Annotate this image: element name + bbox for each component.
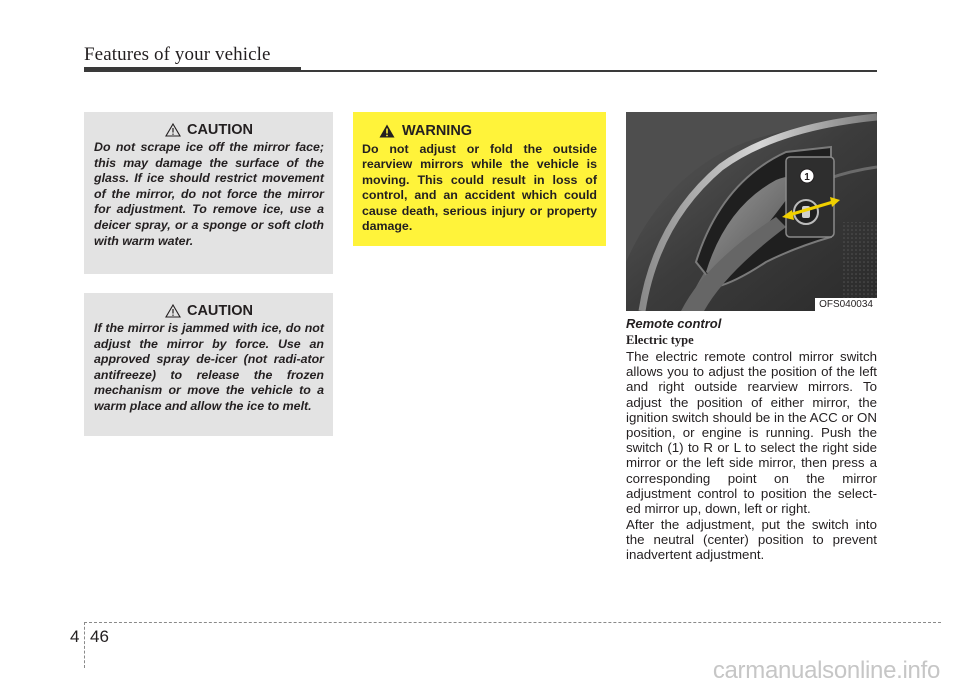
caution-box-jammed-mirror	[84, 293, 333, 436]
warning-box	[353, 112, 606, 246]
caution-text: If the mirror is jammed with ice, do not adjust the mirror by force. Use an approved spray de-icer (not radi-ator antifreeze) to release the frozen mechanism or move the vehicle to a warm place and allow the ice to melt.	[94, 321, 324, 413]
section-title: Remote control	[626, 316, 722, 331]
figure-code: OFS040034	[815, 298, 877, 311]
footer-divider	[84, 622, 85, 668]
chapter-number: 4	[70, 627, 80, 646]
caution-heading: CAUTION	[186, 303, 254, 319]
caution-text: Do not scrape ice off the mirror face; this may damage the surface of the glass. If ice should restrict movement of the mirror, do not force the mirror for adjustment. To remove ice, use a deicer spray, or a sponge or soft cloth with warm water.	[94, 140, 324, 248]
caution-triangle-icon	[165, 304, 181, 318]
header-title: Features of your vehicle	[84, 44, 271, 65]
warning-text: Do not adjust or fold the outside rearview mirrors while the vehicle is moving. This could result in loss of control, and an accident which could cause death, serious injury or property damage.	[362, 142, 597, 234]
caution-box-ice-scrape	[84, 112, 333, 274]
door-panel-illustration	[626, 112, 877, 311]
watermark: carmanualsonline.info	[712, 657, 940, 684]
caution-heading: CAUTION	[186, 122, 254, 138]
body-paragraph: The electric remote control mirror switch allows you to adjust the position of the left and right outside rearview mirrors. To adjust the position of either mirror, the ignition switch should be in the ACC or ON position, or engine is running. Push the switch (1) to R or L to select the right side mirror or the left side mirror, then press a corresponding point on the mirror adjustment control to position the select-ed mirror up, down, left or right.	[626, 349, 877, 517]
warning-heading: WARNING	[402, 123, 473, 139]
warning-heading-row	[362, 123, 597, 139]
sub-heading: Electric type	[626, 333, 694, 347]
warning-triangle-icon	[379, 124, 395, 138]
footer-rule	[84, 622, 941, 623]
body-paragraph: After the adjustment, put the switch into the neutral (center) position to prevent inadvertent adjustment.	[626, 517, 877, 563]
callout-number: 1	[804, 172, 810, 183]
caution-heading-row	[94, 122, 324, 138]
caution-heading-row	[94, 303, 324, 319]
page-number: 46	[90, 627, 109, 646]
header-rule-thin	[301, 70, 877, 72]
mirror-switch-photo	[626, 112, 877, 311]
callout-marker	[800, 169, 814, 183]
caution-triangle-icon	[165, 123, 181, 137]
header-rule-thick	[84, 67, 301, 72]
